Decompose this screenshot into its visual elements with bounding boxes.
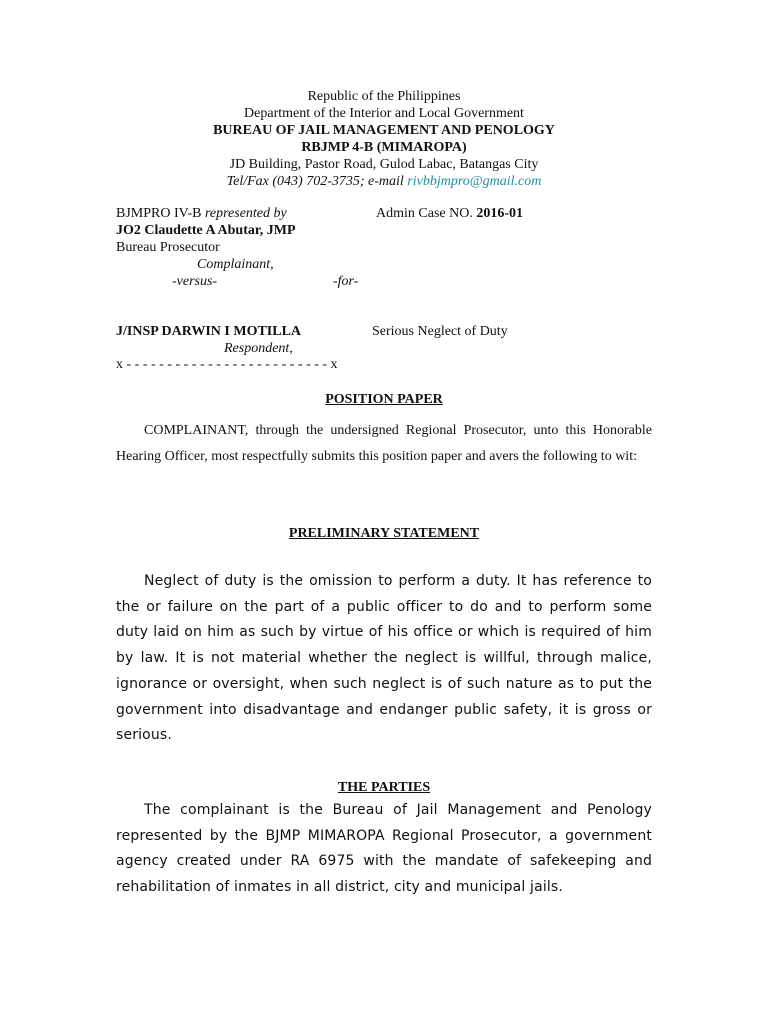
prosecutor-title: Bureau Prosecutor	[116, 240, 220, 255]
telfax-text: Tel/Fax (043) 702-3735; e-mail	[226, 174, 408, 189]
versus-label: -versus-	[172, 274, 218, 289]
header-region: RBJMP 4-B (MIMAROPA)	[301, 140, 467, 155]
header-address: JD Building, Pastor Road, Gulod Labac, Batangas City	[229, 157, 539, 172]
email-link[interactable]: rivbbjmpro@gmail.com	[407, 174, 542, 189]
caption-separator: x - - - - - - - - - - - - - - - - - - - - - - - - - x	[116, 357, 338, 372]
position-paper-intro: COMPLAINANT, through the undersigned Regional Prosecutor, unto this Honorable Hearing Officer, most respectfully submits this position paper and avers the following to wit:	[116, 423, 652, 464]
parties-title: THE PARTIES	[337, 780, 431, 795]
position-paper-title: POSITION PAPER	[325, 392, 443, 407]
complainant-label: Complainant,	[197, 257, 274, 272]
complainant-org-name: BJMPRO IV-B	[116, 206, 205, 221]
prosecutor-name: JO2 Claudette A Abutar, JMP	[116, 223, 296, 238]
parties-body: The complainant is the Bureau of Jail Management and Penology represented by the BJMP MIMAROPA Regional Prosecutor, a government agency created under RA 6975 with the mandate of safekeeping and rehabilitation of inmates in all district, city and municipal jails.	[116, 802, 652, 896]
header-contact	[0, 173, 768, 190]
header-republic: Republic of the Philippines	[307, 89, 461, 104]
header-department: Department of the Interior and Local Government	[244, 106, 524, 121]
offense-label: Serious Neglect of Duty	[372, 324, 508, 339]
respondent-label: Respondent,	[224, 341, 293, 356]
respondent-name: J/INSP DARWIN I MOTILLA	[116, 324, 302, 339]
complainant-org	[116, 206, 287, 222]
represented-by: represented by	[204, 206, 287, 221]
preliminary-statement-body: Neglect of duty is the omission to perform a duty. It has reference to the or failure on the part of a public officer to do and to perform some duty laid on him as such by virtue of his office or which is required of him by law. It is not material whether the neglect is willful, through malice, ignorance or oversight, when such neglect is of such nature as to put the government into disadvantage and endanger public safety, it is gross or serious.	[116, 573, 652, 744]
header-bureau: BUREAU OF JAIL MANAGEMENT AND PENOLOGY	[213, 123, 555, 138]
preliminary-statement-title: PRELIMINARY STATEMENT	[288, 526, 480, 541]
admin-case-label: Admin Case NO.	[376, 206, 477, 221]
for-label: -for-	[333, 274, 359, 289]
admin-case-number: 2016-01	[476, 206, 523, 221]
admin-case	[376, 206, 523, 222]
